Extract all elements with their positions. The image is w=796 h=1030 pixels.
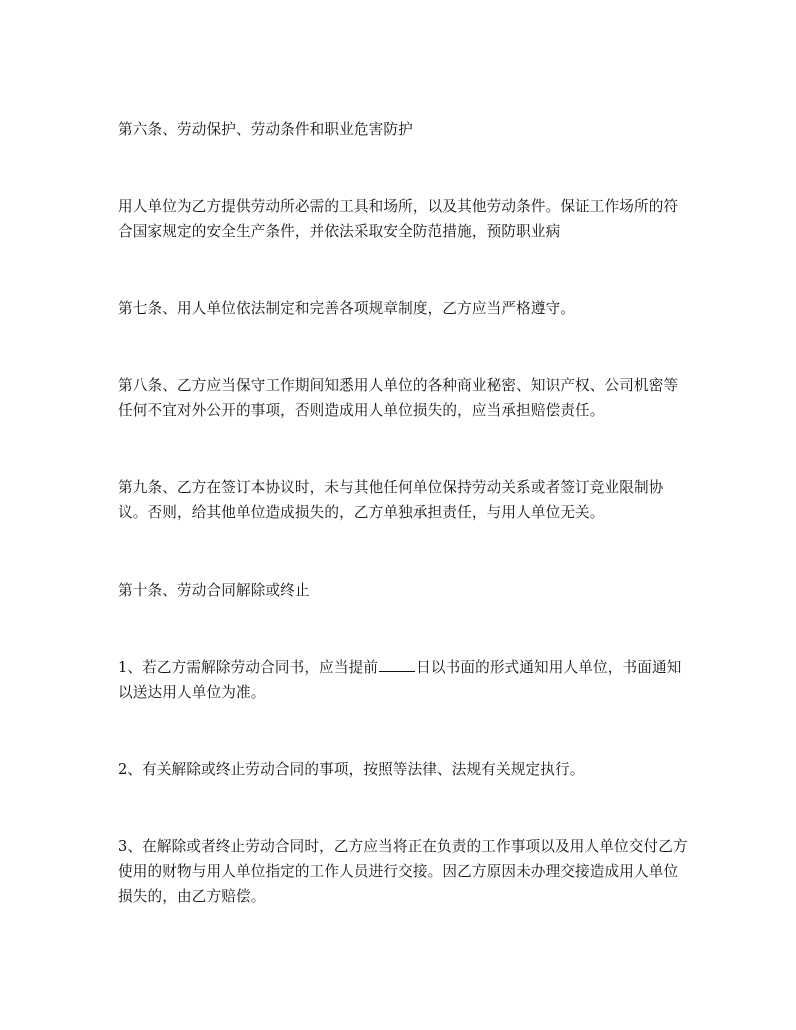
notice-days-blank [379, 656, 415, 672]
article-7-paragraph: 第七条、用人单位依法制定和完善各项规章制度，乙方应当严格遵守。 [118, 300, 576, 317]
article-9-paragraph: 第九条、乙方在签订本协议时，未与其他任何单位保持劳动关系或者签订竞业限制协议。否则，给其他单位造成损失的，乙方单独承担责任，与用人单位无关。 [118, 479, 664, 521]
article-10-heading: 第十条、劳动合同解除或终止 [118, 582, 310, 599]
article-8-paragraph: 第八条、乙方应当保守工作期间知悉用人单位的各种商业秘密、知识产权、公司机密等任何不宜对外公开的事项，否则造成用人单位损失的，应当承担赔偿责任。 [118, 377, 679, 419]
clause-1-text-after-blank: 日以书面的形式通知用人单位，书面通知以送达用人单位为准。 [118, 659, 682, 701]
article-6-body: 用人单位为乙方提供劳动所必需的工具和场所，以及其他劳动条件。保证工作场所的符合国家规定的安全生产条件，并依法采取安全防范措施，预防职业病 [118, 198, 679, 240]
clause-2-paragraph: 2、有关解除或终止劳动合同的事项，按照等法律、法规有关规定执行。 [118, 761, 585, 778]
clause-3-paragraph: 3、在解除或者终止劳动合同时，乙方应当将正在负责的工作事项以及用人单位交付乙方使用的财物与用人单位指定的工作人员进行交接。因乙方原因未办理交接造成用人单位损失的，由乙方赔偿。 [118, 838, 688, 905]
clause-1-text-before-blank: 1、若乙方需解除劳动合同书，应当提前 [118, 659, 379, 676]
article-6-heading: 第六条、劳动保护、劳动条件和职业危害防护 [118, 121, 413, 138]
clause-1-paragraph [118, 655, 688, 705]
